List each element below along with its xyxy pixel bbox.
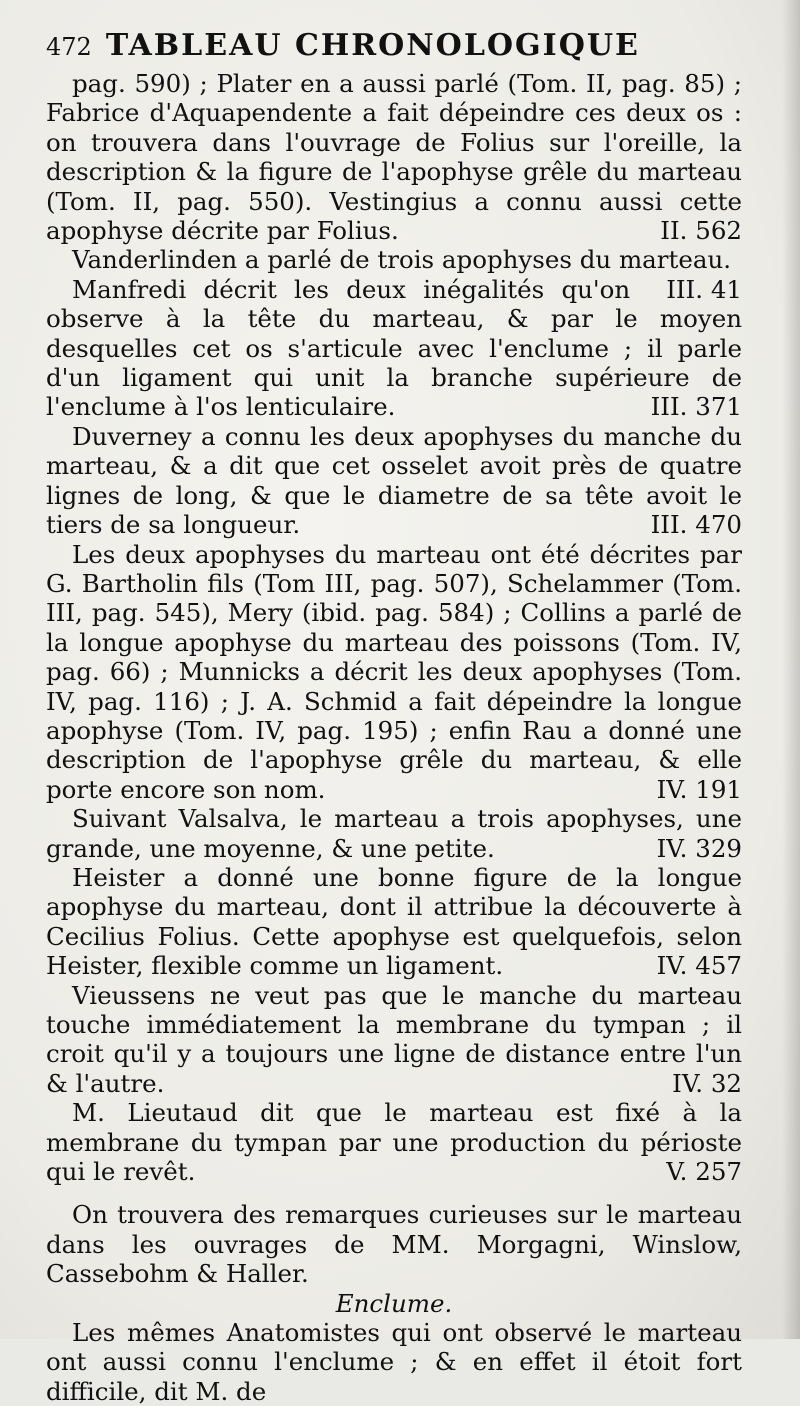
entry-lieutaud: [46, 1098, 742, 1186]
remark-paragraph: On trouvera des remarques curieuses sur le marteau dans les ouvrages de MM. Morgagni, Winslow, Cassebohm & Haller.: [46, 1200, 742, 1289]
entry-text: Vanderlinden a parlé de trois apophyses du marteau.: [72, 245, 732, 275]
running-header: [46, 28, 742, 63]
running-title: TABLEAU CHRONOLOGIQUE: [105, 28, 640, 63]
entry-text: Manfredi décrit les deux inégalités qu'on observe à la tête du marteau, & par le moyen desquelles cet os s'articule avec l'enclume ; il parle d'un ligament qui unit la branche supérieure de l'enclume à l'os lenticulaire.: [46, 274, 742, 422]
entry-text: Heister a donné une bonne figure de la longue apophyse du marteau, dont il attribue la découverte à Cecilius Folius. Cette apophyse est quelquefois, selon Heister, flexible comme un ligament.: [46, 862, 742, 981]
entry-ref: III. 470: [650, 510, 742, 540]
entry-ref: IV. 329: [656, 833, 742, 863]
entry-ref: II. 562: [660, 216, 742, 246]
entry-ref: IV. 457: [656, 951, 742, 981]
entry-text: pag. 590) ; Plater en a aussi parlé (Tom. II, pag. 85) ; Fabrice d'Aquapendente a fait dépeindre ces deux os : on trouvera dans l'ouvrage de Folius sur l'oreille, la description & la figure de l'apophyse grêle du marteau (Tom. II, pag. 550). Vestingius a connu aussi cette apophyse décrite par Folius.: [46, 69, 742, 246]
page-number: 472: [46, 33, 92, 61]
entry-valsalva: [46, 804, 742, 863]
page-edge-shadow: [782, 0, 800, 1339]
entry-text: Duverney a connu les deux apophyses du manche du marteau, & a dit que cet osselet avoit près de quatre lignes de long, & que le diametre de sa tête avoit le tiers de sa longueur.: [46, 421, 742, 540]
entry-text: M. Lieutaud dit que le marteau est fixé à la membrane du tympan par une production du périoste qui le revêt.: [46, 1098, 742, 1187]
entry-text: Vieussens ne veut pas que le manche du marteau touche immédiatement la membrane du tympan ; il croit qu'il y a toujours une ligne de distance entre l'un & l'autre.: [46, 980, 742, 1098]
section-title: Enclume.: [335, 1288, 453, 1318]
entry-vieussens: [46, 981, 742, 1099]
page-body: [46, 69, 742, 1406]
entry-heister: [46, 863, 742, 981]
entry-bartholin: [46, 540, 742, 805]
entry-ref: III. 371: [650, 392, 742, 422]
entry-text: Les deux apophyses du marteau ont été décrites par G. Bartholin fils (Tom III, pag. 507), Schelammer (Tom. III, pag. 545), Mery (ibid. pag. 584) ; Collins a parlé de la longue apophyse du marteau des poissons (Tom. IV, pag. 66) ; Munnicks a décrit les deux apophyses (Tom. IV, pag. 116) ; J. A. Schmid a fait dépeindre la longue apophyse (Tom. IV, pag. 195) ; enfin Rau a donné une description de l'apophyse grêle du marteau, & elle porte encore son nom.: [46, 539, 742, 804]
section-paragraph: Les mêmes Anatomistes qui ont observé le marteau ont aussi connu l'enclume ; & en effet il étoit fort difficile, dit M. de: [46, 1318, 742, 1406]
entry-vanderlinden: [46, 245, 742, 304]
entry-duverney: [46, 422, 742, 540]
entry-ref: V. 257: [666, 1157, 742, 1187]
entry-manfredi: [46, 275, 742, 422]
entry-ref: III. 41: [666, 274, 742, 304]
entry-ref: IV. 32: [672, 1068, 742, 1098]
entry-text: Suivant Valsalva, le marteau a trois apophyses, une grande, une moyenne, & une petite.: [46, 804, 742, 863]
entry-ref: IV. 191: [656, 774, 742, 804]
entry-plater-fabrice: [46, 69, 742, 245]
